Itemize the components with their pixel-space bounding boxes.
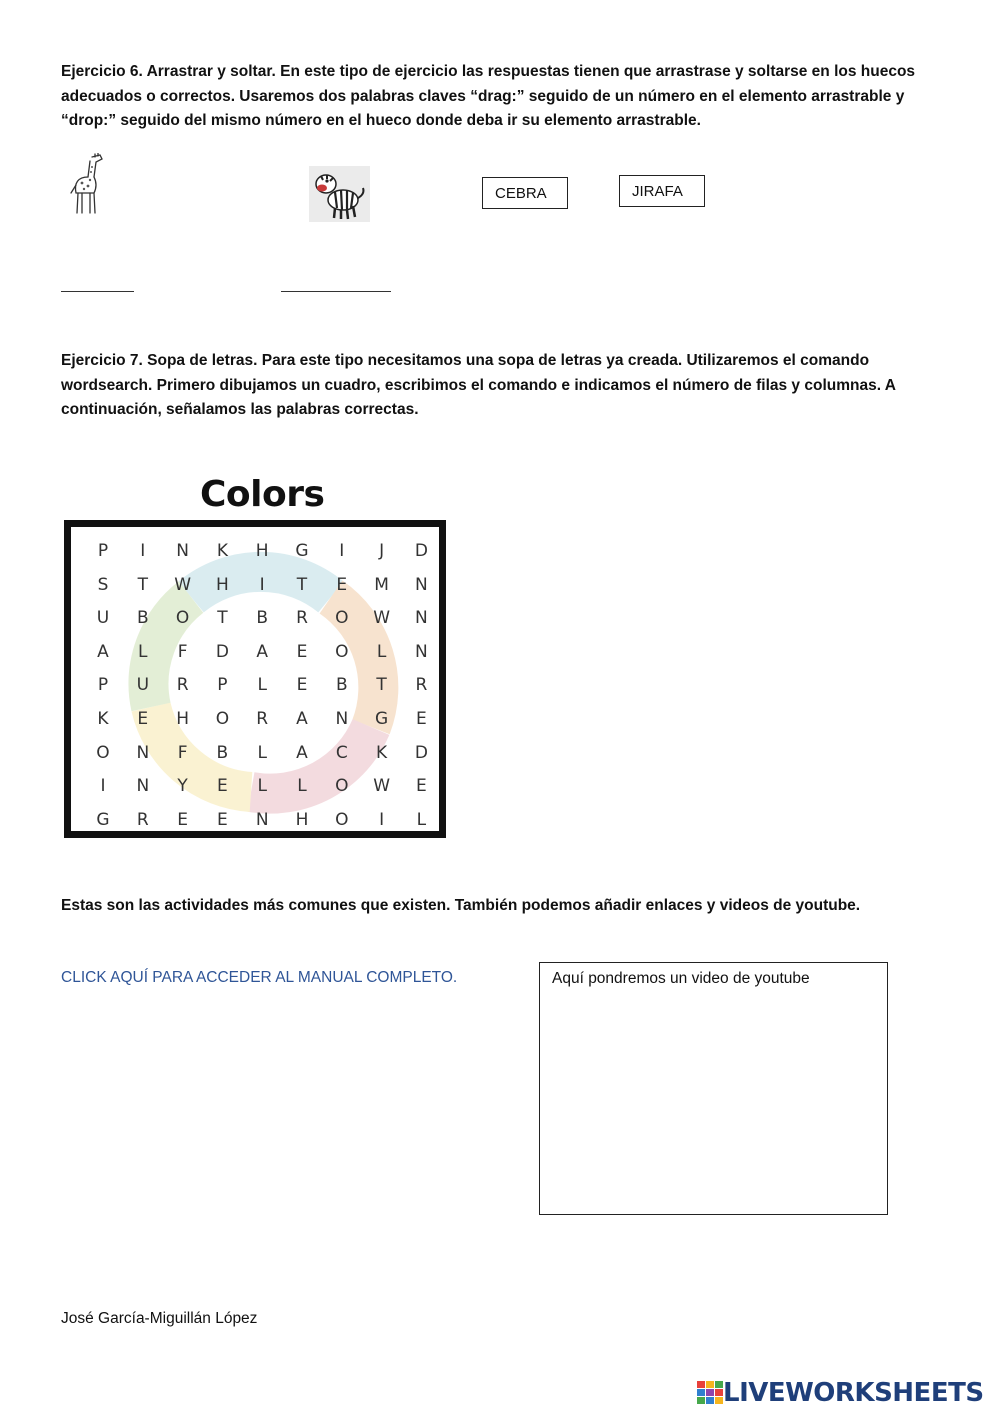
wordsearch-letter[interactable]: I (339, 541, 345, 561)
wordsearch-letter[interactable]: O (335, 776, 349, 797)
wordsearch-letter[interactable]: A (97, 641, 109, 662)
wordsearch-letter[interactable]: E (416, 776, 427, 797)
wordsearch-letter[interactable]: D (414, 541, 428, 561)
wordsearch-letter[interactable]: L (297, 776, 307, 797)
wordsearch-letter[interactable]: K (376, 742, 388, 763)
wordsearch-letter[interactable]: N (335, 709, 349, 729)
wordsearch-letter[interactable]: O (335, 809, 349, 830)
wordsearch-letter[interactable]: G (96, 809, 110, 830)
wordsearch-letter[interactable]: P (217, 675, 228, 696)
wordsearch-letter[interactable]: H (176, 709, 189, 729)
wordsearch-letter[interactable]: F (177, 742, 188, 763)
wordsearch-letter[interactable]: H (295, 809, 309, 830)
wordsearch-letter[interactable]: E (217, 809, 228, 830)
wordsearch-letter[interactable]: B (216, 742, 229, 763)
wordsearch-letter[interactable]: J (379, 541, 385, 561)
wordsearch-letter[interactable]: C (335, 742, 348, 763)
wordsearch-letter[interactable]: Y (177, 776, 188, 797)
wordsearch-letter[interactable]: A (296, 709, 308, 729)
wordsearch-letter[interactable]: A (256, 641, 268, 662)
wordsearch-letter[interactable]: H (215, 574, 229, 595)
wordsearch-letter[interactable]: H (255, 541, 269, 561)
wordsearch-letter[interactable]: S (97, 574, 109, 595)
wordsearch-letter[interactable]: T (296, 574, 308, 595)
wordsearch-letter[interactable]: T (376, 675, 387, 696)
wordsearch-letter[interactable]: P (97, 541, 109, 561)
drag-word-jirafa[interactable]: JIRAFA (619, 175, 705, 207)
wordsearch-letter[interactable]: A (296, 742, 308, 763)
wordsearch-letter[interactable]: L (257, 675, 267, 696)
wordsearch-letter[interactable]: W (174, 574, 191, 595)
wordsearch-letter[interactable]: P (97, 675, 109, 696)
wordsearch-letter[interactable]: B (136, 608, 149, 629)
wordsearch-letter[interactable]: N (136, 776, 150, 797)
drop-blank-1[interactable] (61, 291, 134, 292)
wordsearch-letter[interactable]: W (373, 608, 390, 629)
liveworksheets-icon (697, 1381, 723, 1405)
wordsearch-letter[interactable]: R (256, 709, 269, 729)
wordsearch-letter[interactable]: O (96, 742, 110, 763)
wordsearch-letter[interactable]: E (336, 574, 348, 595)
wordsearch-letter[interactable]: N (255, 809, 269, 830)
wordsearch-letter[interactable]: L (416, 809, 427, 830)
video-placeholder-text: Aquí pondremos un video de youtube (552, 970, 810, 987)
wordsearch-letter[interactable]: R (176, 675, 189, 696)
wordsearch-letter[interactable]: N (415, 608, 428, 629)
wordsearch-letter[interactable]: B (256, 608, 269, 629)
video-placeholder-box[interactable] (539, 962, 888, 1215)
wordsearch-letter[interactable]: D (215, 641, 229, 662)
wordsearch-letter[interactable]: F (177, 641, 188, 662)
wordsearch-letter[interactable]: E (296, 641, 308, 662)
wordsearch-letter[interactable]: E (137, 709, 149, 729)
wordsearch-letter[interactable]: E (217, 776, 228, 797)
wordsearch-letter[interactable]: E (296, 675, 308, 696)
wordsearch-letter[interactable]: O (335, 608, 349, 629)
wordsearch-letter[interactable]: U (136, 675, 150, 696)
exercise-6-paragraph: Ejercicio 6. Arrastrar y soltar. En este tipo de ejercicio las respuestas tienen que arrastrase y soltarse en los huecos adecuados o correctos. Usaremos dos palabras claves “drag:” seguido de un número en el elemento arrastrable y “drop:” seguido del mismo número en el hueco donde deba ir su elemento arrastrable. (61, 63, 916, 129)
wordsearch-grid[interactable] (64, 520, 446, 838)
wordsearch-letter[interactable]: O (335, 641, 349, 662)
exercise-7-paragraph: Ejercicio 7. Sopa de letras. Para este tipo necesitamos una sopa de letras ya creada. Utilizaremos el comando wordsearch. Primero dibujamos un cuadro, escribimos el comando e indicamos el número de filas y columnas. A continuación, señalamos las palabras correctas. (61, 352, 896, 418)
wordsearch-letter[interactable]: U (96, 608, 110, 629)
wordsearch-letter[interactable]: L (257, 776, 267, 797)
wordsearch-letter[interactable]: R (136, 809, 149, 830)
wordsearch-letter[interactable]: N (415, 641, 428, 662)
wordsearch-letter[interactable]: I (100, 776, 106, 797)
wordsearch-letter[interactable]: T (137, 574, 148, 595)
wordsearch-letter[interactable]: L (257, 742, 267, 763)
wordsearch-letter[interactable]: T (217, 608, 228, 629)
wordsearch-letter[interactable]: R (415, 675, 428, 696)
drag-word-cebra[interactable]: CEBRA (482, 177, 568, 209)
wordsearch-letter[interactable]: N (136, 742, 150, 763)
wordsearch-letter[interactable]: E (177, 809, 188, 830)
wordsearch-letter[interactable]: G (375, 709, 389, 729)
author-name: José García-Miguillán López (61, 1310, 258, 1327)
liveworksheets-logo[interactable] (697, 1378, 984, 1408)
wordsearch-letter[interactable]: K (216, 541, 228, 561)
wordsearch-letter[interactable]: I (379, 809, 385, 830)
wordsearch-letter[interactable]: D (414, 742, 428, 763)
wordsearch-letter[interactable]: E (416, 709, 427, 729)
liveworksheets-wordmark: LIVEWORKSHEETS (723, 1378, 984, 1408)
wordsearch-letter[interactable]: O (175, 608, 190, 629)
wordsearch-letter[interactable]: O (215, 709, 230, 729)
wordsearch-letter[interactable]: M (374, 574, 389, 595)
wordsearch-letter[interactable]: I (140, 541, 146, 561)
wordsearch-letter[interactable]: G (295, 541, 309, 561)
wordsearch-letter[interactable]: L (376, 641, 387, 662)
wordsearch-letter[interactable]: L (138, 641, 148, 662)
manual-link[interactable]: CLICK AQUÍ PARA ACCEDER AL MANUAL COMPLETO. (61, 969, 458, 986)
wordsearch-letter[interactable]: W (373, 776, 390, 797)
zebra-image[interactable] (309, 166, 370, 222)
drop-blank-2[interactable] (281, 291, 391, 292)
wordsearch-letter[interactable]: K (97, 709, 109, 729)
wordsearch-letter[interactable]: I (259, 574, 265, 595)
wordsearch-letter[interactable]: N (176, 541, 189, 561)
wordsearch-title: Colors (200, 474, 325, 515)
wordsearch-letter[interactable]: B (335, 675, 348, 696)
wordsearch-letter[interactable]: N (415, 574, 428, 595)
closing-paragraph: Estas son las actividades más comunes que existen. También podemos añadir enlaces y videos de youtube. (61, 897, 861, 914)
wordsearch-letter[interactable]: R (296, 608, 308, 629)
giraffe-image[interactable] (68, 153, 108, 217)
